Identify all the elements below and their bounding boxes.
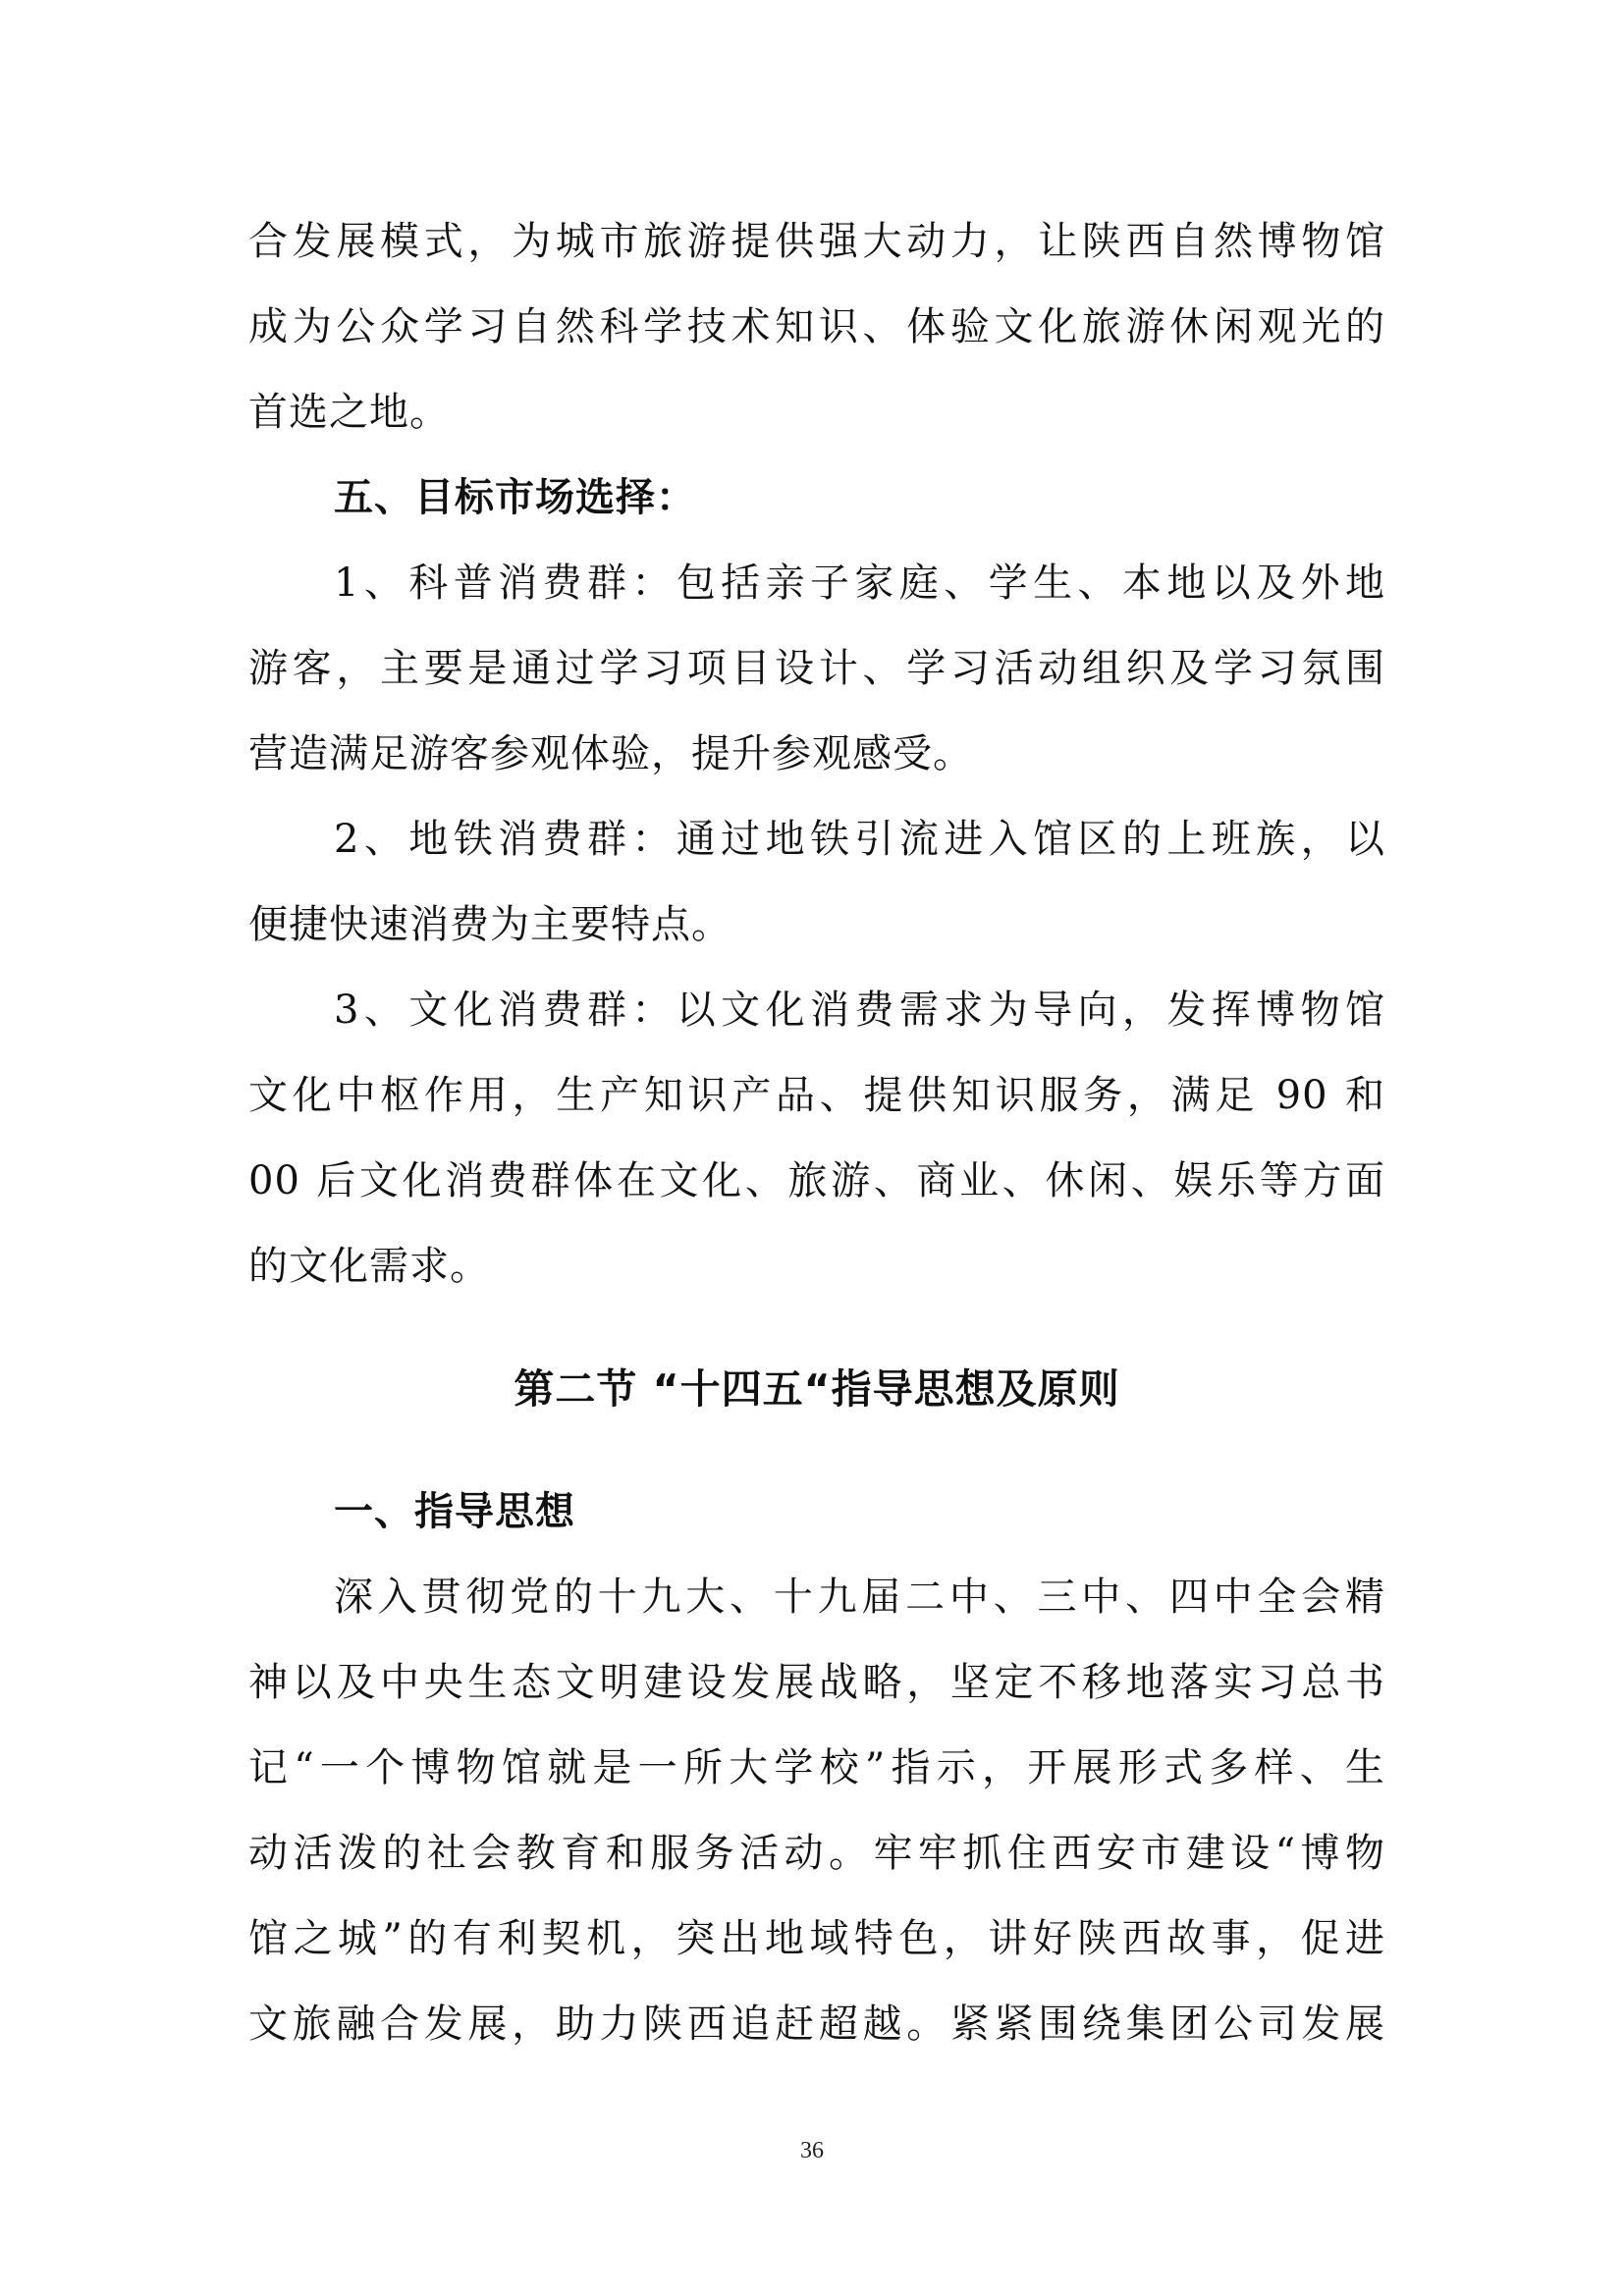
paragraph-line: 文旅融合发展，助力陕西追赶超越。紧紧围绕集团公司发展 — [248, 2002, 1385, 2047]
paragraph-line: 成为公众学习自然科学技术知识、体验文化旅游休闲观光的 — [248, 304, 1385, 349]
paragraph-line: 便捷快速消费为主要特点。 — [248, 902, 731, 947]
paragraph-line: 的文化需求。 — [248, 1244, 490, 1289]
paragraph-line: 神以及中央生态文明建设发展战略，坚定不移地落实习总书 — [248, 1660, 1385, 1705]
paragraph-line: 首选之地。 — [248, 390, 450, 435]
section-title: 第二节 “十四五“指导思想及原则 — [514, 1365, 1120, 1413]
paragraph-line: 营造满足游客参观体验，提升参观感受。 — [248, 731, 973, 776]
paragraph-line: 2、地铁消费群：通过地铁引流进入馆区的上班族，以 — [334, 817, 1385, 862]
heading-target-market: 五、目标市场选择： — [334, 475, 696, 520]
paragraph-line: 动活泼的社会教育和服务活动。牢牢抓住西安市建设“博物 — [248, 1831, 1385, 1876]
paragraph-line: 馆之城”的有利契机，突出地域特色，讲好陕西故事，促进 — [248, 1916, 1385, 1961]
paragraph-line: 合发展模式，为城市旅游提供强大动力，让陕西自然博物馆 — [248, 219, 1385, 264]
page-number: 36 — [800, 2138, 824, 2163]
paragraph-line: 00 后文化消费群体在文化、旅游、商业、休闲、娱乐等方面 — [248, 1158, 1385, 1203]
paragraph-line: 3、文化消费群：以文化消费需求为导向，发挥博物馆 — [334, 988, 1385, 1033]
paragraph-line: 文化中枢作用，生产知识产品、提供知识服务，满足 90 和 — [248, 1073, 1385, 1118]
heading-guiding-ideology: 一、指导思想 — [334, 1489, 575, 1534]
paragraph-line: 游客，主要是通过学习项目设计、学习活动组织及学习氛围 — [248, 646, 1385, 691]
paragraph-line: 深入贯彻党的十九大、十九届二中、三中、四中全会精 — [334, 1575, 1385, 1620]
paragraph-line: 1、科普消费群：包括亲子家庭、学生、本地以及外地 — [334, 561, 1385, 606]
paragraph-line: 记“一个博物馆就是一所大学校”指示，开展形式多样、生 — [248, 1745, 1385, 1790]
